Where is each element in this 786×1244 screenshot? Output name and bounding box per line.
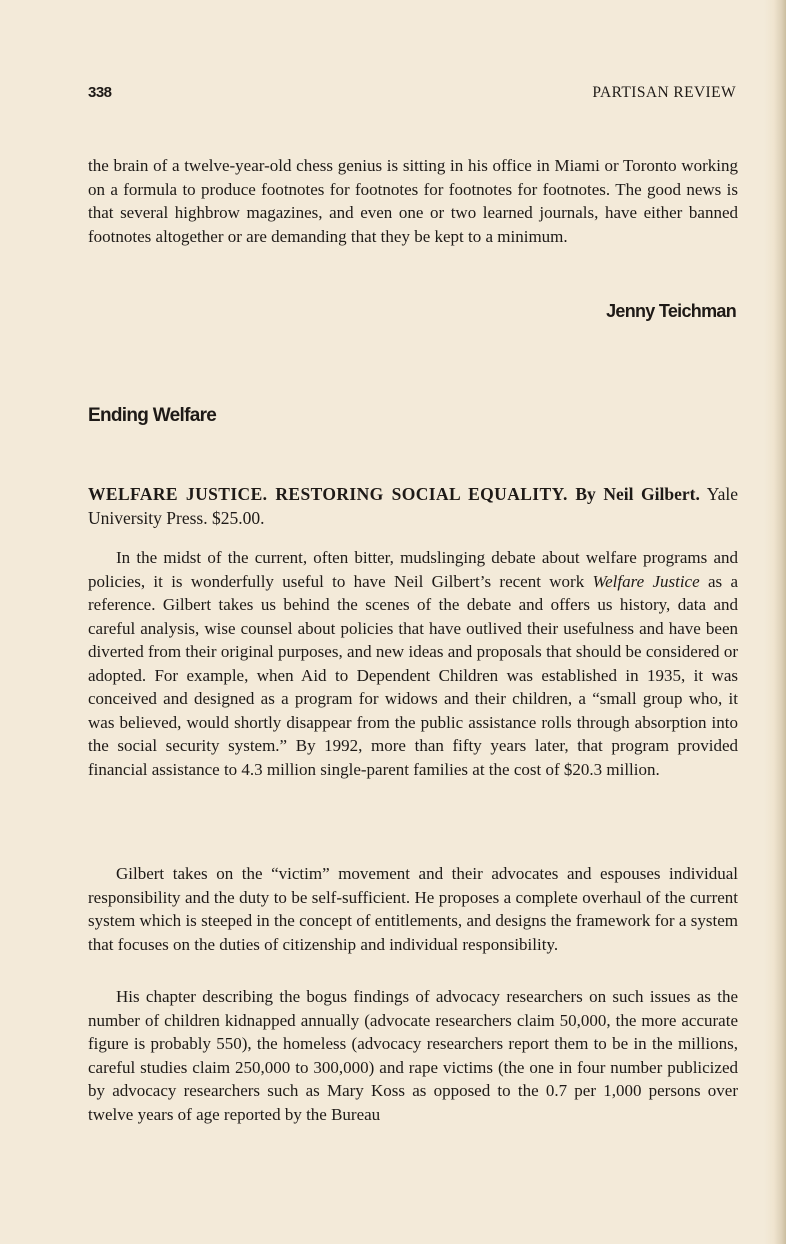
- review-p1-text-a: In the midst of the current, often bitter, mudslinging debate about welfare programs and policies, it is wonderfully useful to have Neil Gilbert’s recent work: [88, 548, 738, 591]
- book-citation: [88, 482, 738, 530]
- previous-review-author: Jenny Teichman: [606, 301, 736, 321]
- review-paragraph-3: His chapter describing the bogus findings of advocacy researchers on such issues as the number of children kidnapped annually (advocate researchers claim 50,000, the more accurate figure is probably 550), the homeless (advocacy researchers report them to be in the millions, careful studies claim 250,000 to 300,000) and rape victims (the one in four number publicized by advocacy researchers such as Mary Koss as opposed to the 0.7 per 1,000 persons over twelve years of age reported by the Bureau: [88, 987, 738, 1124]
- page-number: 338: [88, 84, 112, 101]
- section-title: Ending Welfare: [88, 405, 217, 426]
- review-p1-text-b: as a reference. Gilbert takes us behind the scenes of the debate and offers us history, data and careful analysis, wise counsel about policies that have outlived their usefulness and have been diverted from their original purposes, and new ideas and proposals that should be considered or adopted. For example, when Aid to Dependent Children was established in 1935, it was conceived and designed as a program for widows and their children, a “small group who, it was believed, would shortly disappear from the public assistance rolls through absorption into the social security system.” By 1992, more than fifty years later, that program provided financial assistance to 4.3 million single-parent families at the cost of $20.3 million.: [88, 571, 738, 779]
- running-head: [88, 84, 736, 106]
- book-title: WELFARE JUSTICE. RESTORING SOCIAL EQUALITY.: [88, 484, 568, 504]
- by-label: By: [575, 484, 596, 504]
- publisher-price: Yale University Press. $25.00.: [88, 484, 739, 528]
- page-edge-shadow: [764, 0, 786, 1244]
- review-p1-book-title: Welfare Justice: [592, 571, 700, 591]
- journal-title: PARTISAN REVIEW: [592, 84, 736, 101]
- previous-review-closing-paragraph: the brain of a twelve-year-old chess genius is sitting in his office in Miami or Toronto working on a formula to produce footnotes for footnotes for footnotes for footnotes. The good news is that several highbrow magazines, and even one or two learned journals, have either banned footnotes altogether or are demanding that they be kept to a minimum.: [88, 156, 738, 246]
- review-paragraph-1: [88, 546, 738, 781]
- book-author: Neil Gilbert.: [603, 484, 700, 504]
- review-paragraph-2: Gilbert takes on the “victim” movement and their advocates and espouses individual responsibility and the duty to be self-sufficient. He proposes a complete overhaul of the current system which is steeped in the concept of entitlements, and designs the framework for a system that focuses on the duties of citizenship and individual responsibility.: [88, 864, 738, 954]
